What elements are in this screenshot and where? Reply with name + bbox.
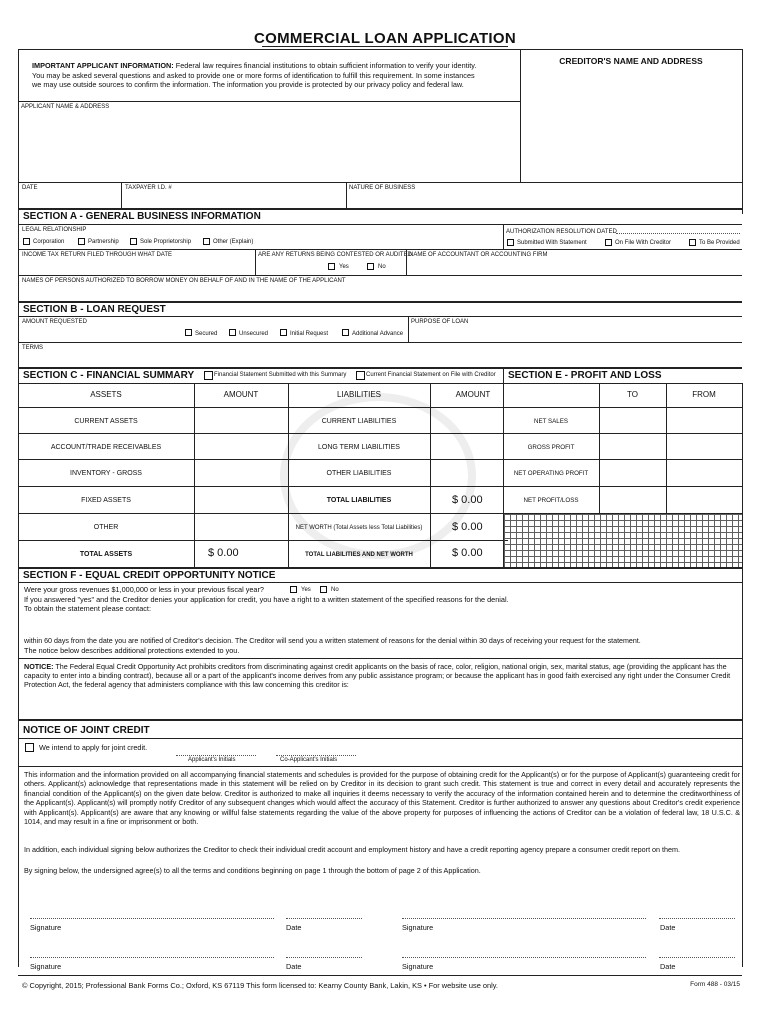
section-c-title: SECTION C - FINANCIAL SUMMARY (23, 370, 195, 381)
other-assets-amount[interactable] (194, 521, 288, 533)
stmt-submitted-checkbox[interactable] (204, 371, 213, 380)
sole-proprietorship-label: Sole Proprietorship (140, 239, 192, 245)
signature-1-label: Signature (30, 923, 62, 932)
amount-requested-label: AMOUNT REQUESTED (22, 319, 87, 325)
additional-advance-checkbox[interactable] (342, 329, 349, 336)
ecoa-question-text: Were your gross revenues $1,000,000 or less in your previous fiscal year? (24, 585, 264, 594)
secured-checkbox[interactable] (185, 329, 192, 336)
creditor-header: CREDITOR'S NAME AND ADDRESS (559, 56, 703, 66)
important-lead: IMPORTANT APPLICANT INFORMATION: (32, 61, 174, 70)
fixed-assets-label: FIXED ASSETS (81, 497, 131, 504)
ecoa-question (24, 585, 264, 594)
total-liab-networth-amount[interactable]: $ 0.00 (452, 547, 483, 559)
date-4-label: Date (660, 962, 676, 971)
net-operating-profit-label: NET OPERATING PROFIT (513, 470, 589, 477)
long-term-liabilities-amount[interactable] (430, 441, 503, 453)
assets-header: ASSETS (90, 390, 122, 399)
important-notice (32, 61, 476, 90)
joint-credit-checkbox[interactable] (25, 743, 34, 752)
from-header: FROM (692, 390, 716, 399)
joint-credit-label: We intend to apply for joint credit. (39, 743, 148, 752)
notice-lead: NOTICE: (24, 662, 54, 671)
current-assets-amount[interactable] (194, 415, 288, 427)
date-2-label: Date (660, 923, 676, 932)
date-1-label: Date (286, 923, 302, 932)
certification-paragraph: This information and the information provided on all accompanying financial statements and schedules is provided for the purpose of obtaining credit for the Applicant(s) or for the purpose of Applicant(s) guaranteeing credit for others. Applicant(s) acknowledge that representations made in this statement will be relied on by Creditor in its decision to grant such credit. This statement is true and correct in every detail and accurately represents the financial condition of the Applicant(s) on the given date below. Creditor is authorized to make all inquiries it deems necessary to verify the accuracy of the information contained herein and to determine the creditworthiness of the Applicant(s). Applicant(s) will promptly notify Creditor of any subsequent changes which would affect the accuracy of this Statement. Creditor is further authorized to answer any questions about Creditor's credit experience with Applicant(s). Applicant(s) are aware that any knowing or willful false statements regarding the value of the above property for purposes of influencing the actions of Creditor can be a violation of federal law, 18 U.S.C. & 1014, and may result in a fine or imprisonment or both. (24, 770, 740, 827)
stmt-on-file-label: Current Financial Statement on File with Creditor (366, 372, 496, 378)
long-term-liabilities-label: LONG TERM LIABILITIES (318, 444, 400, 451)
applicant-name-label: APPLICANT NAME & ADDRESS (21, 104, 110, 110)
page-title: COMMERCIAL LOAN APPLICATION (254, 30, 516, 47)
other-checkbox[interactable] (203, 238, 210, 245)
signature-1-field[interactable] (30, 902, 274, 918)
amount2-header: AMOUNT (455, 390, 491, 399)
section-b-title: SECTION B - LOAN REQUEST (23, 304, 166, 315)
contested-no-label: No (378, 264, 386, 270)
date-3-field[interactable] (286, 941, 362, 957)
signature-3-label: Signature (30, 962, 62, 971)
federal-agency-field[interactable] (24, 692, 738, 716)
revenue-no-checkbox[interactable] (320, 586, 327, 593)
secured-label: Secured (195, 331, 218, 337)
ecoa-notice (24, 662, 740, 690)
receivables-amount[interactable] (194, 441, 288, 453)
partnership-label: Partnership (88, 239, 119, 245)
important-line3: we may use outside sources to confirm the information. The information you provide is protected by our privacy policy and federal law. (32, 80, 464, 89)
to-be-provided-checkbox[interactable] (689, 239, 696, 246)
date-label: DATE (22, 185, 38, 191)
unsecured-checkbox[interactable] (229, 329, 236, 336)
terms-label: TERMS (22, 345, 43, 351)
submitted-with-statement-label: Submitted With Statement (517, 240, 587, 246)
financial-table (18, 383, 742, 567)
footer-copyright: © Copyright, 2015; Professional Bank Forms Co.; Oxford, KS 67119 This form licensed to: Kearny County Bank, Lakin, KS • For website use only. (22, 981, 498, 990)
total-assets-label: TOTAL ASSETS (79, 551, 133, 558)
important-line1: Federal law requires financial institutions to obtain sufficient information to verify your identity. (173, 61, 477, 70)
current-liabilities-label: CURRENT LIABILITIES (321, 418, 397, 425)
auth-resolution-label: AUTHORIZATION RESOLUTION DATED (506, 229, 617, 235)
ecoa-60days-text: within 60 days from the date you are notified of Creditor's decision. The Creditor will send you a written statement of reasons for the denial within 30 days of receiving your request for the statement. (24, 637, 641, 645)
initial-request-checkbox[interactable] (280, 329, 287, 336)
stmt-submitted-label: Financial Statement Submitted with this Summary (214, 372, 347, 378)
accountant-label: NAME OF ACCOUNTANT OR ACCOUNTING FIRM (409, 252, 548, 258)
sole-proprietorship-checkbox[interactable] (130, 238, 137, 245)
unsecured-label: Unsecured (239, 331, 269, 337)
to-be-provided-label: To Be Provided (699, 240, 740, 246)
submitted-with-statement-checkbox[interactable] (507, 239, 514, 246)
nature-label: NATURE OF BUSINESS (349, 185, 416, 191)
notice-text: The Federal Equal Credit Opportunity Act prohibits creditors from discriminating against credit applicants on the basis of race, color, religion, national origin, sex, marital status, age (providing the applicant has the capacity to enter into a binding contract), because all or a part of the applicant's income derives from any public assistance program; or because the applicant has in good faith exercised any right under the Consumer Credit Protection Act, the federal agency that administers compliance with this law concerning this creditor is: (24, 662, 731, 690)
receivables-label: ACCOUNT/TRADE RECEIVABLES (50, 444, 162, 451)
important-line2: You may be asked several questions and asked to provide one or more forms of identification to fulfill this requirement. In some instances (32, 70, 475, 80)
total-liabilities-amount[interactable]: $ 0.00 (452, 494, 483, 506)
net-worth-label: NET WORTH (Total Assets less Total Liabilities) (295, 525, 423, 531)
total-liab-networth-label: TOTAL LIABILITIES AND NET WORTH (305, 552, 413, 558)
signature-4-label: Signature (402, 962, 434, 971)
net-profit-loss-label: NET PROFIT/LOSS (523, 497, 579, 504)
agreement-paragraph: By signing below, the undersigned agree(s) to all the terms and conditions beginning on page 1 through the bottom of page 2 of this Application. (24, 866, 481, 875)
revenue-yes-checkbox[interactable] (290, 586, 297, 593)
date-3-label: Date (286, 962, 302, 971)
signature-4-field[interactable] (402, 941, 646, 957)
corporation-checkbox[interactable] (23, 238, 30, 245)
amount-header: AMOUNT (223, 390, 259, 399)
other-liabilities-amount[interactable] (430, 467, 503, 479)
partnership-checkbox[interactable] (78, 238, 85, 245)
contested-yes-label: Yes (339, 264, 349, 270)
hatched-area (504, 514, 742, 567)
other-assets-label: OTHER (93, 524, 119, 531)
signature-2-field[interactable] (402, 902, 646, 918)
signature-2-label: Signature (402, 923, 434, 932)
liabilities-header: LIABILITIES (336, 390, 382, 399)
net-worth-amount[interactable]: $ 0.00 (452, 521, 483, 533)
footer-form-number: Form 488 - 03/15 (690, 981, 740, 988)
coapplicant-initials-label: Co-Applicant's Initials (280, 757, 338, 763)
on-file-label: On File With Creditor (615, 240, 672, 246)
authorized-persons-label: NAMES OF PERSONS AUTHORIZED TO BORROW MONEY ON BEHALF OF AND IN THE NAME OF THE APPLICANT (22, 278, 346, 284)
ecoa-additional-text: The notice below describes additional protections extended to you. (24, 646, 240, 655)
purpose-label: PURPOSE OF LOAN (411, 319, 469, 325)
section-e-title: SECTION E - PROFIT AND LOSS (508, 370, 662, 381)
to-header: TO (627, 390, 638, 399)
total-assets-amount[interactable]: $ 0.00 (208, 547, 239, 559)
joint-credit-title: NOTICE OF JOINT CREDIT (23, 725, 150, 736)
initial-request-label: Initial Request (290, 331, 329, 337)
ecoa-denial-text: If you answered "yes" and the Creditor denies your application for credit, you have a right to a written statement of the specified reasons for the denial. (24, 595, 509, 604)
applicant-initials-label: Applicant's Initials (188, 757, 236, 763)
revenue-yes-label: Yes (301, 587, 311, 593)
ecoa-contact-text: To obtain the statement please contact: (24, 604, 151, 613)
date-1-field[interactable] (286, 902, 362, 918)
contact-field[interactable] (24, 614, 738, 634)
other-liabilities-label: OTHER LIABILITIES (326, 470, 392, 477)
section-a-title: SECTION A - GENERAL BUSINESS INFORMATION (23, 211, 261, 222)
other-label: Other (Explain) (213, 239, 254, 245)
contested-no-checkbox[interactable] (367, 263, 374, 270)
total-liabilities-label: TOTAL LIABILITIES (326, 497, 392, 504)
current-assets-label: CURRENT ASSETS (74, 418, 138, 425)
date-4-field[interactable] (659, 941, 735, 957)
date-2-field[interactable] (659, 902, 735, 918)
legal-relationship-label: LEGAL RELATIONSHIP (22, 227, 87, 233)
income-tax-label: INCOME TAX RETURN FILED THROUGH WHAT DATE (22, 252, 173, 258)
signature-3-field[interactable] (30, 941, 274, 957)
taxpayer-label: TAXPAYER I.D. # (125, 185, 172, 191)
inventory-label: INVENTORY - GROSS (70, 470, 142, 477)
gross-profit-label: GROSS PROFIT (527, 444, 575, 451)
net-sales-label: NET SALES (534, 418, 568, 425)
additional-advance-label: Additional Advance (352, 331, 404, 337)
section-f-title: SECTION F - EQUAL CREDIT OPPORTUNITY NOTICE (23, 570, 276, 581)
inventory-amount[interactable] (194, 467, 288, 479)
current-liabilities-amount[interactable] (430, 415, 503, 427)
fixed-assets-amount[interactable] (194, 494, 288, 506)
credit-check-paragraph: In addition, each individual signing below authorizes the Creditor to check their individual credit account and employment history and have a credit reporting agency prepare a consumer credit report on them. (24, 845, 681, 854)
contested-label: ARE ANY RETURNS BEING CONTESTED OR AUDITED (258, 252, 412, 258)
revenue-no-label: No (331, 587, 339, 593)
contested-yes-checkbox[interactable] (328, 263, 335, 270)
stmt-on-file-checkbox[interactable] (356, 371, 365, 380)
on-file-checkbox[interactable] (605, 239, 612, 246)
corporation-label: Corporation (33, 239, 65, 245)
